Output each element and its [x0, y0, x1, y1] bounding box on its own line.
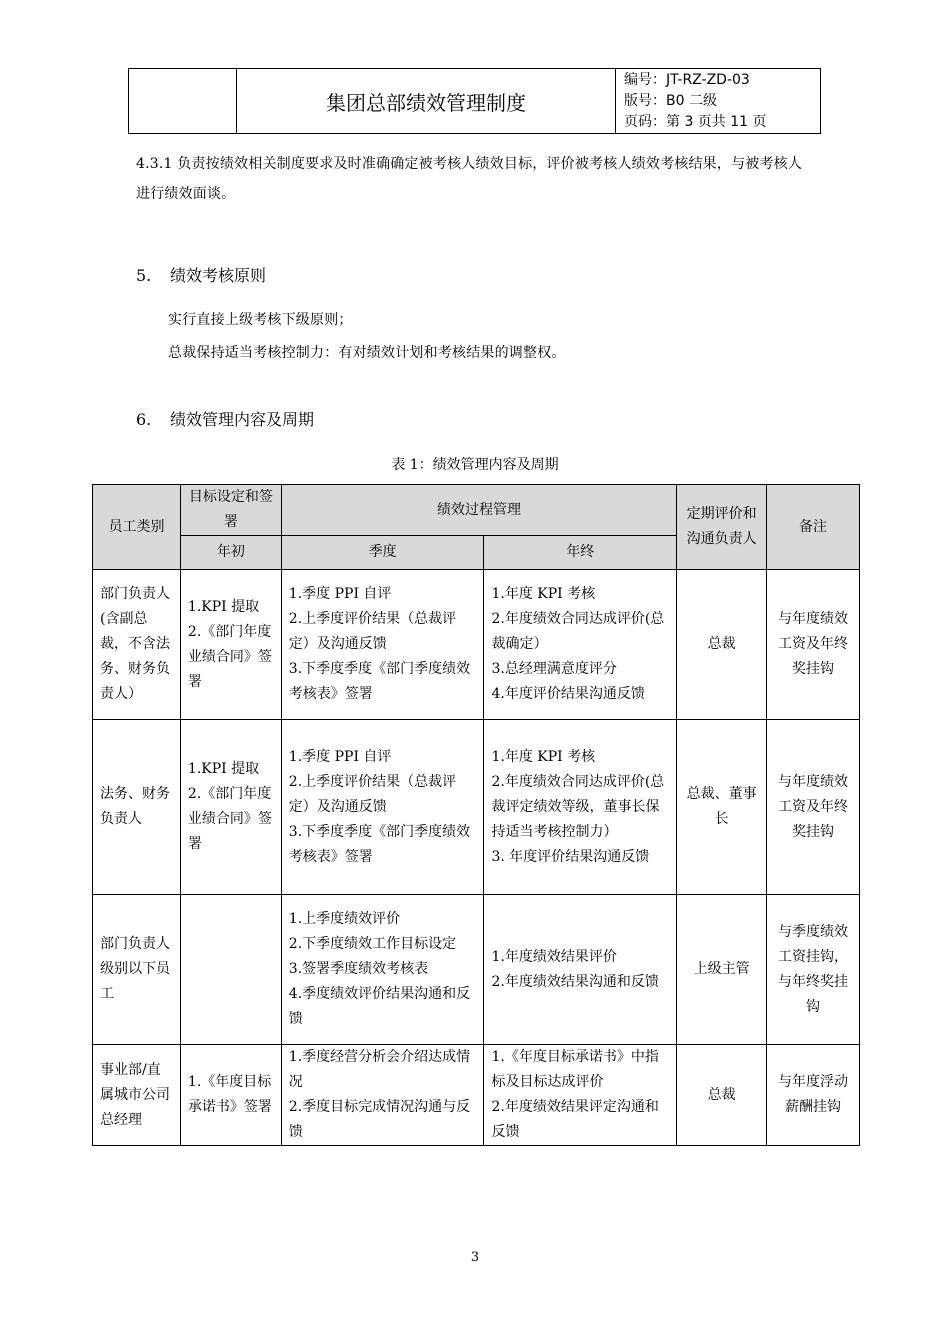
paragraph-4-3-1: 4.3.1 负责按绩效相关制度要求及时准确确定被考核人绩效目标，评价被考核人绩效考核结果，与被考核人进行绩效面谈。 — [136, 156, 803, 202]
header-process-management: 绩效过程管理 — [281, 485, 676, 536]
header-reviewer: 定期评价和沟通负责人 — [677, 485, 767, 570]
document-code: 编号：JT-RZ-ZD-03 — [624, 72, 750, 88]
cell-quarter: 1.季度经营分析会介绍达成情况 2.季度目标完成情况沟通与反馈 — [281, 1045, 484, 1146]
table-row — [93, 720, 860, 895]
section-6-number: 6. — [136, 410, 152, 429]
document-header — [128, 68, 821, 134]
header-year-end: 年终 — [484, 536, 677, 570]
cell-remark: 与季度绩效工资挂钩，与年终奖挂钩 — [767, 895, 860, 1045]
section-5-heading — [136, 266, 266, 286]
cell-reviewer: 总裁 — [677, 1045, 767, 1146]
cell-reviewer: 上级主管 — [677, 895, 767, 1045]
performance-table — [92, 484, 860, 1146]
section-6-title: 绩效管理内容及周期 — [170, 410, 315, 429]
cell-quarter: 1.上季度绩效评价 2.下季度绩效工作目标设定 3.签署季度绩效考核表 4.季度绩效评价结果沟通和反馈 — [281, 895, 484, 1045]
cell-employee-type: 法务、财务负责人 — [93, 720, 181, 895]
document-version: 版号：B0 二级 — [624, 93, 717, 109]
cell-employee-type: 事业部/直属城市公司总经理 — [93, 1045, 181, 1146]
cell-reviewer: 总裁 — [677, 570, 767, 720]
document-title: 集团总部绩效管理制度 — [237, 69, 616, 133]
page-number: 3 — [470, 1250, 480, 1265]
table-row — [93, 895, 860, 1045]
cell-reviewer: 总裁、董事长 — [677, 720, 767, 895]
section-5-title: 绩效考核原则 — [170, 266, 267, 285]
header-logo-cell — [129, 69, 237, 133]
cell-remark: 与年度绩效工资及年终奖挂钩 — [767, 570, 860, 720]
header-goal-setting: 目标设定和签署 — [180, 485, 281, 536]
document-meta — [616, 69, 820, 133]
header-year-start: 年初 — [180, 536, 281, 570]
section-5-line-2: 总裁保持适当考核控制力：有对绩效计划和考核结果的调整权。 — [168, 345, 566, 361]
table-caption: 表 1：绩效管理内容及周期 — [391, 457, 559, 473]
cell-quarter: 1.季度 PPI 自评 2.上季度评价结果（总裁评定）及沟通反馈 3.下季度季度《部门季度绩效考核表》签署 — [281, 570, 484, 720]
section-5-line-1: 实行直接上级考核下级原则； — [168, 312, 353, 328]
cell-year-end: 1.《年度目标承诺书》中指标及目标达成评价 2.年度绩效结果评定沟通和反馈 — [484, 1045, 677, 1146]
cell-employee-type: 部门负责人级别以下员工 — [93, 895, 181, 1045]
cell-remark: 与年度浮动薪酬挂钩 — [767, 1045, 860, 1146]
section-5-number: 5. — [136, 266, 152, 285]
document-page-info: 页码：第 3 页共 11 页 — [624, 114, 767, 130]
header-quarter: 季度 — [281, 536, 484, 570]
cell-year-end: 1.年度 KPI 考核 2.年度绩效合同达成评价(总裁确定） 3.总经理满意度评分 4.年度评价结果沟通反馈 — [484, 570, 677, 720]
table-row — [93, 570, 860, 720]
cell-goal-setting: 1.KPI 提取 2.《部门年度业绩合同》签署 — [180, 570, 281, 720]
cell-employee-type: 部门负责人(含副总裁，不含法务、财务负责人） — [93, 570, 181, 720]
section-6-heading — [136, 410, 314, 430]
cell-goal-setting: 1.KPI 提取 2.《部门年度业绩合同》签署 — [180, 720, 281, 895]
table-row — [93, 1045, 860, 1146]
cell-year-end: 1.年度 KPI 考核 2.年度绩效合同达成评价(总裁评定绩效等级，董事长保持适当考核控制力） 3. 年度评价结果沟通反馈 — [484, 720, 677, 895]
cell-goal-setting: 1.《年度目标承诺书》签署 — [180, 1045, 281, 1146]
cell-quarter: 1.季度 PPI 自评 2.上季度评价结果（总裁评定）及沟通反馈 3.下季度季度《部门季度绩效考核表》签署 — [281, 720, 484, 895]
cell-goal-setting — [180, 895, 281, 1045]
header-remark: 备注 — [767, 485, 860, 570]
cell-remark: 与年度绩效工资及年终奖挂钩 — [767, 720, 860, 895]
header-employee-type: 员工类别 — [93, 485, 181, 570]
cell-year-end: 1.年度绩效结果评价 2.年度绩效结果沟通和反馈 — [484, 895, 677, 1045]
